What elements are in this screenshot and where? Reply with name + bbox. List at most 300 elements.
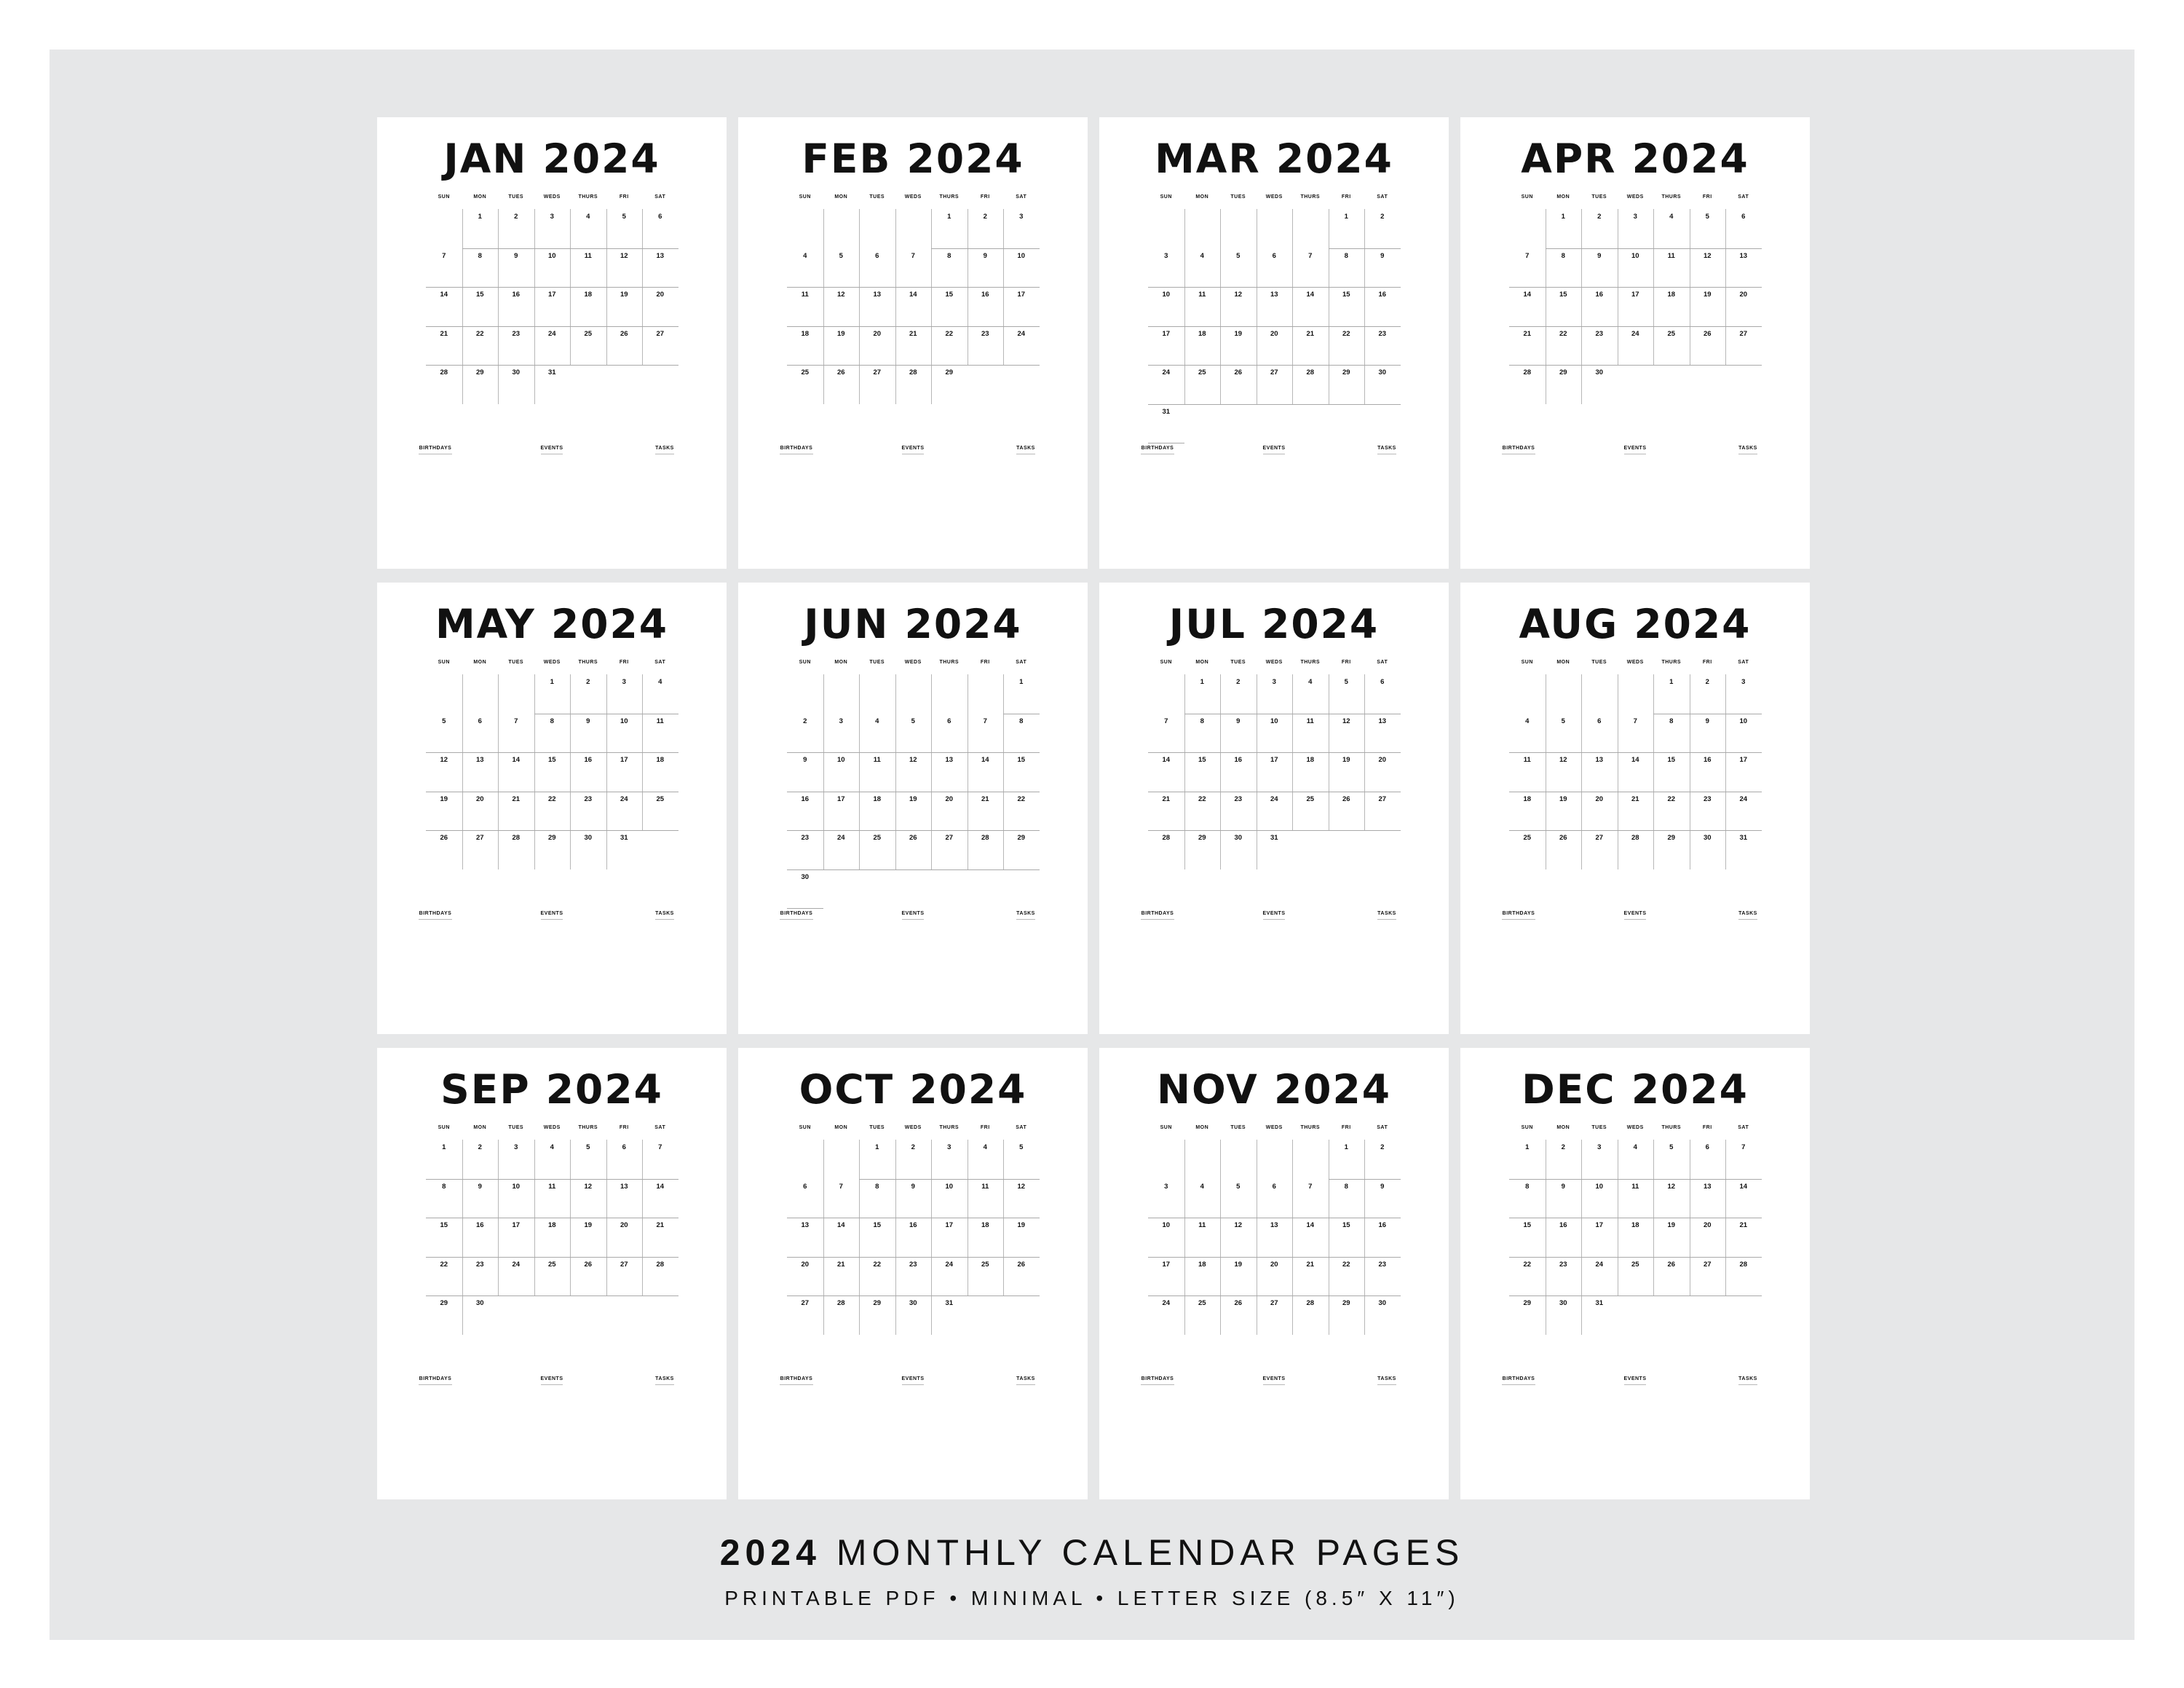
day-number: 19 [1017, 1221, 1026, 1229]
day-number: 8 [1019, 717, 1024, 725]
day-number: 1 [1200, 678, 1204, 686]
grid-line [462, 209, 463, 404]
day-number: 22 [1198, 794, 1206, 803]
grid-line [931, 209, 932, 404]
day-number: 14 [1306, 291, 1315, 299]
day-number: 17 [1162, 329, 1171, 338]
weekday-header-thurs: THURS [939, 660, 960, 665]
day-number: 25 [801, 368, 810, 376]
weekday-header-mon: MON [473, 1125, 487, 1130]
day-number: 28 [836, 1299, 845, 1307]
weekday-header-tues: TUES [508, 1125, 524, 1130]
weekday-header-sun: SUN [1160, 660, 1172, 665]
day-number: 14 [440, 291, 448, 299]
weekday-header-tues: TUES [869, 194, 885, 200]
day-number: 4 [1669, 213, 1674, 221]
day-number: 20 [1270, 1260, 1278, 1269]
grid-line [1148, 1295, 1401, 1296]
day-number: 7 [839, 1182, 843, 1191]
day-number: 12 [1017, 1182, 1026, 1191]
weekday-header-fri: FRI [1341, 660, 1351, 665]
day-number: 26 [909, 834, 917, 842]
day-number: 6 [1741, 213, 1746, 221]
grid-line [859, 1179, 1040, 1180]
day-number: 26 [620, 329, 628, 338]
day-number: 7 [1525, 251, 1530, 260]
grid-line [859, 674, 860, 869]
grid-line [787, 365, 1040, 366]
day-number: 22 [440, 1260, 448, 1269]
day-number: 23 [475, 1260, 484, 1269]
day-number: 8 [1669, 717, 1674, 725]
day-number: 6 [1380, 678, 1385, 686]
weekday-header-mon: MON [834, 1125, 848, 1130]
day-number: 8 [1561, 251, 1565, 260]
day-number: 30 [1595, 368, 1604, 376]
day-number: 5 [586, 1143, 590, 1151]
day-number: 7 [1633, 717, 1637, 725]
day-number: 25 [1198, 368, 1206, 376]
day-number: 7 [911, 251, 915, 260]
footer-label-birthdays: BIRTHDAYS [780, 446, 813, 451]
day-number: 9 [586, 717, 590, 725]
grid-line [570, 674, 571, 869]
footer-label-birthdays: BIRTHDAYS [1502, 1376, 1535, 1381]
footer-label-events: EVENTS [1262, 911, 1286, 916]
day-number: 17 [1595, 1221, 1604, 1229]
day-number: 14 [981, 756, 989, 764]
day-number: 20 [475, 794, 484, 803]
weekday-header-thurs: THURS [1300, 660, 1321, 665]
footer-label-underline [1738, 1384, 1757, 1385]
day-number: 5 [1669, 1143, 1674, 1151]
footer-label-birthdays: BIRTHDAYS [419, 911, 452, 916]
weekday-header-weds: WEDS [543, 660, 561, 665]
footer-label-underline [541, 919, 563, 920]
weekday-header-weds: WEDS [1626, 660, 1644, 665]
grid-line [1509, 365, 1762, 366]
day-number: 15 [1342, 1221, 1350, 1229]
day-number: 16 [1234, 756, 1243, 764]
grid-line [426, 1179, 678, 1180]
grid-line [498, 209, 499, 404]
day-number: 9 [514, 251, 518, 260]
month-title: DEC 2024 [1522, 1066, 1749, 1113]
footer-label-underline [419, 1384, 452, 1385]
day-number: 5 [911, 717, 915, 725]
day-number: 8 [1344, 251, 1348, 260]
day-number: 25 [547, 1260, 556, 1269]
product-title [0, 1531, 2184, 1574]
day-number: 6 [1597, 717, 1602, 725]
day-number: 16 [1378, 1221, 1387, 1229]
day-number: 19 [1559, 794, 1567, 803]
day-number: 13 [945, 756, 954, 764]
day-number: 10 [1162, 1221, 1171, 1229]
day-number: 21 [1306, 329, 1315, 338]
day-number: 28 [1306, 368, 1315, 376]
day-number: 11 [1198, 1221, 1206, 1229]
grid-line [1292, 1140, 1293, 1335]
month-title: JAN 2024 [443, 135, 660, 182]
day-number: 8 [478, 251, 482, 260]
day-number: 15 [1342, 291, 1350, 299]
weekday-header-mon: MON [834, 660, 848, 665]
footer-label-tasks: TASKS [1738, 1376, 1757, 1381]
day-number: 30 [584, 834, 593, 842]
day-number: 20 [620, 1221, 628, 1229]
grid-line [895, 674, 896, 869]
weekday-header-sun: SUN [1521, 1125, 1533, 1130]
day-number: 4 [875, 717, 879, 725]
footer-label-birthdays: BIRTHDAYS [780, 911, 813, 916]
day-number: 30 [1378, 368, 1387, 376]
weekday-header-tues: TUES [1591, 194, 1607, 200]
weekday-header-weds: WEDS [1265, 194, 1283, 200]
day-number: 1 [875, 1143, 879, 1151]
day-number: 1 [478, 213, 482, 221]
day-number: 18 [1667, 291, 1676, 299]
day-number: 21 [1739, 1221, 1748, 1229]
day-number: 23 [1559, 1260, 1567, 1269]
day-number: 9 [983, 251, 987, 260]
day-number: 14 [1523, 291, 1532, 299]
grid-line [1725, 674, 1726, 869]
grid-line [1148, 830, 1401, 831]
grid-line [1148, 752, 1401, 753]
day-number: 21 [1631, 794, 1639, 803]
footer-label-underline [419, 919, 452, 920]
day-number: 1 [1344, 213, 1348, 221]
grid-line [1184, 674, 1185, 869]
weekday-header-sun: SUN [1521, 194, 1533, 200]
day-number: 18 [1198, 329, 1206, 338]
day-number: 16 [1595, 291, 1604, 299]
footer-label-underline [780, 919, 813, 920]
weekday-header-thurs: THURS [1300, 194, 1321, 200]
day-number: 27 [475, 834, 484, 842]
month-title: APR 2024 [1521, 135, 1749, 182]
footer-label-birthdays: BIRTHDAYS [1502, 911, 1535, 916]
grid-line [1148, 404, 1401, 405]
day-number: 7 [442, 251, 446, 260]
day-number: 7 [1741, 1143, 1746, 1151]
day-number: 16 [801, 794, 810, 803]
day-number: 17 [512, 1221, 521, 1229]
footer-label-tasks: TASKS [655, 911, 674, 916]
footer-label-birthdays: BIRTHDAYS [419, 446, 452, 451]
day-number: 11 [1667, 251, 1675, 260]
day-number: 1 [550, 678, 554, 686]
day-number: 5 [622, 213, 626, 221]
grid-line [931, 1140, 932, 1335]
month-title: OCT 2024 [799, 1066, 1027, 1113]
day-number: 11 [1631, 1182, 1639, 1191]
footer-label-events: EVENTS [1262, 1376, 1286, 1381]
day-number: 19 [1234, 329, 1243, 338]
day-number: 18 [547, 1221, 556, 1229]
footer-label-tasks: TASKS [655, 446, 674, 451]
weekday-header-sat: SAT [1738, 194, 1749, 200]
day-number: 25 [656, 794, 665, 803]
grid-line [787, 1257, 1040, 1258]
weekday-header-sun: SUN [438, 1125, 450, 1130]
day-number: 29 [1342, 368, 1350, 376]
day-number: 10 [945, 1182, 954, 1191]
footer-label-underline [1263, 919, 1285, 920]
day-number: 11 [1198, 291, 1206, 299]
day-number: 8 [1344, 1182, 1348, 1191]
grid-line [787, 830, 1040, 831]
day-number: 2 [514, 213, 518, 221]
weekday-header-thurs: THURS [578, 1125, 598, 1130]
weekday-header-thurs: THURS [1661, 1125, 1682, 1130]
day-number: 6 [1272, 251, 1276, 260]
weekday-header-sun: SUN [1521, 660, 1533, 665]
day-number: 14 [1306, 1221, 1315, 1229]
grid-line [426, 287, 678, 288]
weekday-header-sat: SAT [1377, 194, 1388, 200]
weekday-header-mon: MON [834, 194, 848, 200]
weekday-header-sat: SAT [1738, 660, 1749, 665]
footer-label-events: EVENTS [1623, 446, 1647, 451]
day-number: 31 [1270, 834, 1278, 842]
day-number: 25 [1523, 834, 1532, 842]
day-number: 15 [1559, 291, 1567, 299]
weekday-header-sun: SUN [438, 194, 450, 200]
weekday-header-sat: SAT [1016, 1125, 1027, 1130]
day-number: 16 [475, 1221, 484, 1229]
day-number: 22 [945, 329, 954, 338]
weekday-header-weds: WEDS [543, 1125, 561, 1130]
day-number: 24 [1595, 1260, 1604, 1269]
weekday-header-fri: FRI [1702, 194, 1712, 200]
day-number: 22 [547, 794, 556, 803]
footer-label-events: EVENTS [1262, 446, 1286, 451]
day-number: 20 [1270, 329, 1278, 338]
day-number: 29 [1198, 834, 1206, 842]
grid-line [1148, 326, 1401, 327]
day-number: 19 [1234, 1260, 1243, 1269]
day-number: 21 [512, 794, 521, 803]
grid-line [1329, 1179, 1401, 1180]
day-number: 28 [1306, 1299, 1315, 1307]
weekday-header-fri: FRI [619, 660, 629, 665]
weekday-header-fri: FRI [980, 660, 990, 665]
weekday-header-sun: SUN [799, 194, 811, 200]
day-number: 27 [1270, 368, 1278, 376]
grid-line [787, 752, 1040, 753]
day-number: 5 [1705, 213, 1709, 221]
grid-line [426, 830, 678, 831]
footer-label-birthdays: BIRTHDAYS [780, 1376, 813, 1381]
day-number: 17 [1270, 756, 1278, 764]
weekday-header-mon: MON [473, 194, 487, 200]
grid-line [823, 674, 824, 869]
grid-line [787, 908, 823, 909]
footer-label-underline [541, 1384, 563, 1385]
day-number: 26 [836, 368, 845, 376]
day-number: 12 [836, 291, 845, 299]
day-number: 10 [512, 1182, 521, 1191]
weekday-header-sat: SAT [654, 1125, 666, 1130]
day-number: 24 [1162, 1299, 1171, 1307]
day-number: 31 [1162, 407, 1171, 416]
day-number: 21 [1523, 329, 1532, 338]
day-number: 25 [1198, 1299, 1206, 1307]
weekday-header-fri: FRI [1341, 194, 1351, 200]
day-number: 8 [1200, 717, 1204, 725]
day-number: 6 [803, 1182, 807, 1191]
day-number: 4 [1633, 1143, 1637, 1151]
day-number: 28 [440, 368, 448, 376]
weekday-header-sun: SUN [799, 660, 811, 665]
day-number: 21 [1306, 1260, 1315, 1269]
day-number: 19 [584, 1221, 593, 1229]
day-number: 29 [1342, 1299, 1350, 1307]
weekday-header-thurs: THURS [1661, 660, 1682, 665]
day-number: 26 [1017, 1260, 1026, 1269]
day-number: 26 [1703, 329, 1712, 338]
product-subtitle: PRINTABLE PDF • MINIMAL • LETTER SIZE (8.5″ X 11″) [724, 1587, 1460, 1609]
day-number: 17 [1739, 756, 1748, 764]
weekday-header-mon: MON [1195, 1125, 1209, 1130]
weekday-header-mon: MON [1556, 660, 1570, 665]
grid-line [462, 248, 678, 249]
grid-line [1220, 209, 1221, 404]
day-number: 11 [584, 251, 592, 260]
day-number: 8 [550, 717, 554, 725]
day-number: 26 [1342, 794, 1350, 803]
grid-line [1509, 752, 1762, 753]
day-number: 16 [1378, 291, 1387, 299]
day-number: 1 [1525, 1143, 1530, 1151]
grid-line [1148, 287, 1401, 288]
weekday-header-tues: TUES [1230, 660, 1246, 665]
weekday-header-weds: WEDS [904, 660, 922, 665]
day-number: 23 [512, 329, 521, 338]
day-number: 1 [442, 1143, 446, 1151]
weekday-header-fri: FRI [980, 194, 990, 200]
day-number: 19 [620, 291, 628, 299]
day-number: 16 [1559, 1221, 1567, 1229]
grid-line [1581, 674, 1582, 869]
day-number: 29 [945, 368, 954, 376]
day-number: 20 [873, 329, 882, 338]
footer-label-birthdays: BIRTHDAYS [1141, 911, 1174, 916]
day-number: 3 [1164, 251, 1168, 260]
day-number: 2 [911, 1143, 915, 1151]
calendar-page-jan [377, 117, 727, 569]
day-number: 6 [622, 1143, 626, 1151]
day-number: 11 [801, 291, 809, 299]
footer-label-underline [1502, 1384, 1535, 1385]
day-number: 18 [584, 291, 593, 299]
day-number: 5 [1344, 678, 1348, 686]
day-number: 14 [656, 1182, 665, 1191]
day-number: 3 [1019, 213, 1024, 221]
weekday-header-sat: SAT [1016, 194, 1027, 200]
weekday-header-thurs: THURS [578, 194, 598, 200]
day-number: 27 [801, 1299, 810, 1307]
day-number: 26 [1234, 368, 1243, 376]
day-number: 16 [584, 756, 593, 764]
footer-label-underline [780, 1384, 813, 1385]
grid-line [931, 674, 932, 869]
day-number: 3 [839, 717, 843, 725]
day-number: 19 [1667, 1221, 1676, 1229]
day-number: 23 [1378, 1260, 1387, 1269]
day-number: 21 [656, 1221, 665, 1229]
day-number: 8 [1525, 1182, 1530, 1191]
calendar-page-may [377, 583, 727, 1034]
day-number: 31 [547, 368, 556, 376]
weekday-header-tues: TUES [1230, 1125, 1246, 1130]
day-number: 5 [442, 717, 446, 725]
weekday-header-thurs: THURS [939, 1125, 960, 1130]
day-number: 17 [945, 1221, 954, 1229]
day-number: 15 [1667, 756, 1676, 764]
day-number: 20 [801, 1260, 810, 1269]
day-number: 23 [1234, 794, 1243, 803]
day-number: 20 [1378, 756, 1387, 764]
grid-line [426, 752, 678, 753]
grid-line [426, 1257, 678, 1258]
day-number: 25 [981, 1260, 989, 1269]
weekday-header-sun: SUN [438, 660, 450, 665]
day-number: 9 [1380, 251, 1385, 260]
day-number: 22 [1667, 794, 1676, 803]
day-number: 18 [981, 1221, 989, 1229]
day-number: 23 [1378, 329, 1387, 338]
grid-line [462, 674, 463, 869]
day-number: 5 [1561, 717, 1565, 725]
day-number: 11 [1306, 717, 1314, 725]
grid-line [787, 287, 1040, 288]
day-number: 15 [1523, 1221, 1532, 1229]
day-number: 10 [1631, 251, 1639, 260]
weekday-header-mon: MON [1556, 194, 1570, 200]
day-number: 13 [1739, 251, 1748, 260]
day-number: 15 [440, 1221, 448, 1229]
grid-line [859, 1140, 860, 1335]
day-number: 29 [1559, 368, 1567, 376]
grid-line [1509, 326, 1762, 327]
month-title: FEB 2024 [802, 135, 1024, 182]
month-title: JUN 2024 [804, 601, 1022, 647]
grid-line [462, 1140, 463, 1335]
weekday-header-sun: SUN [1160, 194, 1172, 200]
day-number: 29 [1667, 834, 1676, 842]
day-number: 7 [983, 717, 987, 725]
grid-line [1292, 209, 1293, 404]
weekday-header-tues: TUES [508, 660, 524, 665]
day-number: 14 [512, 756, 521, 764]
day-number: 3 [1164, 1182, 1168, 1191]
month-title: MAR 2024 [1155, 135, 1393, 182]
weekday-header-thurs: THURS [939, 194, 960, 200]
day-number: 12 [1559, 756, 1567, 764]
grid-line [1509, 1257, 1762, 1258]
day-number: 22 [1342, 329, 1350, 338]
weekday-header-weds: WEDS [1626, 1125, 1644, 1130]
day-number: 10 [836, 756, 845, 764]
footer-label-tasks: TASKS [1016, 446, 1035, 451]
footer-label-underline [1624, 919, 1646, 920]
day-number: 14 [1739, 1182, 1748, 1191]
calendar-page-nov [1099, 1048, 1449, 1499]
footer-label-underline [655, 919, 674, 920]
